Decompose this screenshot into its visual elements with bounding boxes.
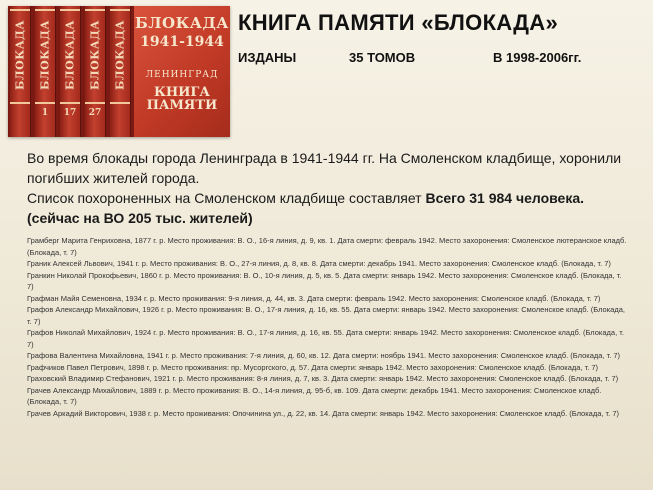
published-label: ИЗДАНЫ xyxy=(238,50,297,65)
book-spine xyxy=(35,6,56,137)
cover-years: 1941-1944 xyxy=(140,34,224,50)
list-item: Грамберг Марита Генриховна, 1877 г. р. Место проживания: В. О., 16-я линия, д. 9, кв. 1. Дата смерти: февраль 1942. Место захоронения: Смоленское лютеранское кладб. (Блокада, т. 7) xyxy=(27,236,627,257)
spine-title: БЛОКАДА xyxy=(88,20,102,90)
list-item: Графова Валентина Михайловна, 1941 г. р. Место проживания: 7-я линия, д. 60, кв. 12. Дата смерти: ноябрь 1941. Место захоронения: Смоленское кладб. (Блокада, т. 7) xyxy=(27,351,621,360)
spine-title: БЛОКАДА xyxy=(38,20,52,90)
page-title: КНИГА ПАМЯТИ «БЛОКАДА» xyxy=(238,10,558,35)
list-item: Грачев Аркадий Викторович, 1938 г. р. Место проживания: Опочинина ул., д. 22, кв. 14. Дата смерти: январь 1942. Место захоронения: Смоленское кладб. (Блокада, т. 7) xyxy=(27,408,619,418)
spine-title: БЛОКАДА xyxy=(63,20,77,90)
spine-number: 17 xyxy=(63,108,77,118)
total-buried: Всего 31 984 человека. xyxy=(425,190,585,206)
list-item: Графов Николай Михайлович, 1924 г. р. Место проживания: В. О., 17-я линия, д. 16, кв. 55. Дата смерти: январь 1942. Место захоронения: Смоленское кладб. (Блокада, т. 7) xyxy=(27,328,624,349)
volumes-count: 35 ТОМОВ xyxy=(349,50,416,65)
current-population-note: (сейчас на ВО 205 тыс. жителей) xyxy=(27,210,253,226)
intro-text xyxy=(27,148,637,228)
spine-number: 27 xyxy=(88,108,102,118)
publication-years: В 1998-2006гг. xyxy=(493,50,582,65)
cover-subtitle-2: ПАМЯТИ xyxy=(146,98,218,113)
cover-title: БЛОКАДА xyxy=(134,14,230,32)
book-cover xyxy=(134,6,230,137)
spine-number: 1 xyxy=(41,108,49,118)
list-item: Графов Александр Михайлович, 1926 г. р. Место проживания: В. О., 17-я линия, д. 16, кв. 55. Дата смерти: январь 1942. Место захоронения: Смоленское кладб. (Блокада, т. 7) xyxy=(27,305,625,326)
book-series-image xyxy=(8,6,230,137)
cover-subtitle-1: КНИГА xyxy=(154,85,210,100)
book-spine xyxy=(60,6,81,137)
list-item: Грачев Александр Михайлович, 1889 г. р. Место проживания: В. О., 14-я линия, д. 95-б, кв. 109. Дата смерти: декабрь 1941. Место захоронения: Смоленское кладб. (Блокада, т. 7) xyxy=(27,385,602,406)
book-spine xyxy=(85,6,106,137)
book-spine xyxy=(110,6,131,137)
intro-line-2 xyxy=(27,188,637,208)
list-item: Гранкин Николай Прокофьевич, 1860 г. р. Место проживания: В. О., 10-я линия, д. 5, кв. 5. Дата смерти: январь 1942. Место захоронения: Смоленское кладб. (Блокада, т. 7) xyxy=(27,270,622,291)
book-spine xyxy=(10,6,31,137)
intro-line-1: Во время блокады города Ленинграда в 1941-1944 гг. На Смоленском кладбище, хоронили погибших жителей города. xyxy=(27,150,622,186)
list-item: Графчиков Павел Петрович, 1898 г. р. Место проживания: пр. Мусоргского, д. 57. Дата смерти: январь 1942. Место захоронения: Смоленское кладб. (Блокада, т. 7) xyxy=(27,362,599,372)
burial-records-list xyxy=(27,235,627,419)
spine-title: БЛОКАДА xyxy=(13,20,27,90)
list-item: Графман Майя Семеновна, 1934 г. р. Место проживания: 9-я линия, д. 44, кв. 3. Дата смерти: февраль 1942. Место захоронения: Смоленское кладб. (Блокада, т. 7) xyxy=(27,293,601,303)
spine-title: БЛОКАДА xyxy=(113,20,127,90)
cover-city: ЛЕНИНГРАД xyxy=(145,70,219,80)
list-item: Граник Алексей Львович, 1941 г. р. Место проживания: В. О., 27-я линия, д. 8, кв. 8. Дата смерти: декабрь 1941. Место захоронения: Смоленское кладб. (Блокада, т. 7) xyxy=(27,259,611,268)
intro-line-2-prefix: Список похороненных на Смоленском кладбище составляет xyxy=(27,190,426,206)
intro-line-3 xyxy=(27,208,637,228)
list-item: Граховский Владимир Стефанович, 1921 г. р. Место проживания: 8-я линия, д. 7, кв. 3. Дата смерти: январь 1942. Место захоронения: Смоленское кладб. (Блокада, т. 7) xyxy=(27,374,619,383)
